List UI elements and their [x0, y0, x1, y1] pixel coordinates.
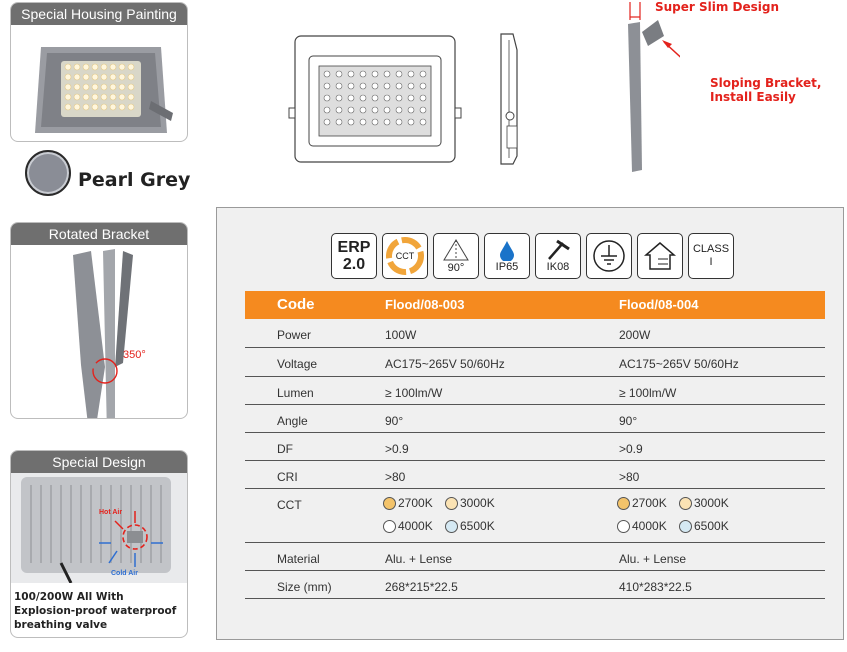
header-code: Code: [277, 296, 315, 313]
ip65-icon: [484, 233, 530, 279]
cct-dot-4000: [383, 520, 396, 533]
row-value-2: 90°: [619, 414, 638, 428]
class-i-icon: [688, 233, 734, 279]
row-label: Material: [277, 552, 320, 566]
table-row: [245, 350, 825, 377]
row-value-1: >80: [385, 470, 406, 484]
row-value-1: Alu. + Lense: [385, 552, 453, 566]
cct-label: 2700K: [398, 496, 433, 510]
spec-table-box: [216, 207, 844, 640]
table-row-cct: [245, 491, 825, 543]
erp-icon-line-1: ERP: [337, 239, 371, 256]
cct-label: 3000K: [694, 496, 729, 510]
row-label: Voltage: [277, 357, 318, 371]
erp-icon: [331, 233, 377, 279]
cct-dot-6500: [679, 520, 692, 533]
cct-label: 6500K: [460, 519, 495, 533]
cct-option: [445, 519, 495, 533]
row-value-2: Alu. + Lense: [619, 552, 687, 566]
table-row: [245, 379, 825, 405]
table-row: [245, 435, 825, 461]
cct-option: [617, 496, 667, 510]
beam-angle-label: 90°: [447, 262, 465, 274]
cct-option: [383, 519, 433, 533]
cct-label: 3000K: [460, 496, 495, 510]
cct-dot-2700: [617, 497, 630, 510]
hot-air-label: Hot Air: [99, 509, 123, 516]
table-row: [245, 321, 825, 348]
class-icon-line-2: I: [709, 256, 713, 268]
cct-dot-6500: [445, 520, 458, 533]
row-value-2: >80: [619, 470, 640, 484]
row-value-2: 410*283*22.5: [619, 580, 692, 594]
bracket-angle-label: 350°: [123, 349, 146, 361]
cct-label: 4000K: [632, 519, 667, 533]
cct-icon: [382, 233, 428, 279]
cct-dot-2700: [383, 497, 396, 510]
cct-label: 6500K: [694, 519, 729, 533]
erp-icon-line-2: 2.0: [342, 256, 366, 273]
table-header: [245, 291, 825, 319]
row-value-1: AC175~265V 50/60Hz: [385, 357, 505, 371]
cct-dot-3000: [679, 497, 692, 510]
cct-dot-4000: [617, 520, 630, 533]
sloping-bracket-line-2: Install Easily: [710, 90, 796, 104]
table-row: [245, 545, 825, 571]
ground-icon: [586, 233, 632, 279]
housing-panel-title: Special Housing Painting: [11, 3, 187, 25]
table-row: [245, 407, 825, 433]
row-value-1: 100W: [385, 328, 417, 342]
slim-design-label: Super Slim Design: [655, 0, 780, 14]
indoor-use-icon: [637, 233, 683, 279]
design-caption: [14, 590, 186, 632]
row-value-2: >0.9: [619, 442, 643, 456]
cct-label: 2700K: [632, 496, 667, 510]
row-label: Power: [277, 328, 312, 342]
breathing-valve-illustration: [11, 473, 188, 583]
row-value-1: 90°: [385, 414, 404, 428]
sloping-bracket-label: [710, 76, 821, 104]
cct-option: [617, 519, 667, 533]
row-value-1: ≥ 100lm/W: [385, 386, 443, 400]
housing-panel: [10, 2, 188, 142]
pearl-grey-swatch: [25, 150, 71, 196]
row-label: CRI: [277, 470, 298, 484]
row-label: Lumen: [277, 386, 314, 400]
cct-option: [679, 496, 729, 510]
table-row: [245, 463, 825, 489]
bracket-illustration: [11, 245, 188, 419]
row-value-1: 268*215*22.5: [385, 580, 458, 594]
row-value-1: >0.9: [385, 442, 409, 456]
cct-label: 4000K: [398, 519, 433, 533]
color-name: Pearl Grey: [78, 169, 191, 191]
cct-dot-3000: [445, 497, 458, 510]
sloping-bracket-line-1: Sloping Bracket,: [710, 76, 822, 90]
table-row: [245, 573, 825, 599]
cct-icon-label: CCT: [395, 251, 415, 261]
bracket-panel-title: Rotated Bracket: [11, 223, 187, 245]
header-model-1: Flood/08-003: [385, 297, 465, 312]
row-label: Size (mm): [277, 580, 332, 594]
certification-icons: [331, 233, 734, 279]
bracket-panel: [10, 222, 188, 419]
design-caption-line-3: breathing valve: [14, 619, 108, 631]
row-label: CCT: [277, 498, 302, 512]
header-model-2: Flood/08-004: [619, 297, 699, 312]
floodlight-photo: [11, 25, 188, 142]
ik08-icon: [535, 233, 581, 279]
class-icon-line-1: CLASS: [692, 243, 730, 255]
design-panel-title: Special Design: [11, 451, 187, 473]
design-caption-line-2: Explosion-proof waterproof: [14, 605, 177, 617]
cold-air-label: Cold Air: [111, 570, 138, 577]
row-value-2: AC175~265V 50/60Hz: [619, 357, 739, 371]
cct-option: [679, 519, 729, 533]
cct-option: [383, 496, 433, 510]
side-view-drawing: [495, 30, 525, 170]
row-value-2: 200W: [619, 328, 651, 342]
ik08-label: IK08: [546, 261, 570, 273]
cct-option: [445, 496, 495, 510]
row-value-2: ≥ 100lm/W: [619, 386, 677, 400]
slim-profile-drawing: [600, 0, 680, 178]
row-label: Angle: [277, 414, 308, 428]
row-label: DF: [277, 442, 293, 456]
front-view-drawing: [285, 30, 465, 165]
beam-angle-icon: [433, 233, 479, 279]
ip65-label: IP65: [495, 261, 519, 273]
design-caption-line-1: 100/200W All With: [14, 591, 124, 603]
